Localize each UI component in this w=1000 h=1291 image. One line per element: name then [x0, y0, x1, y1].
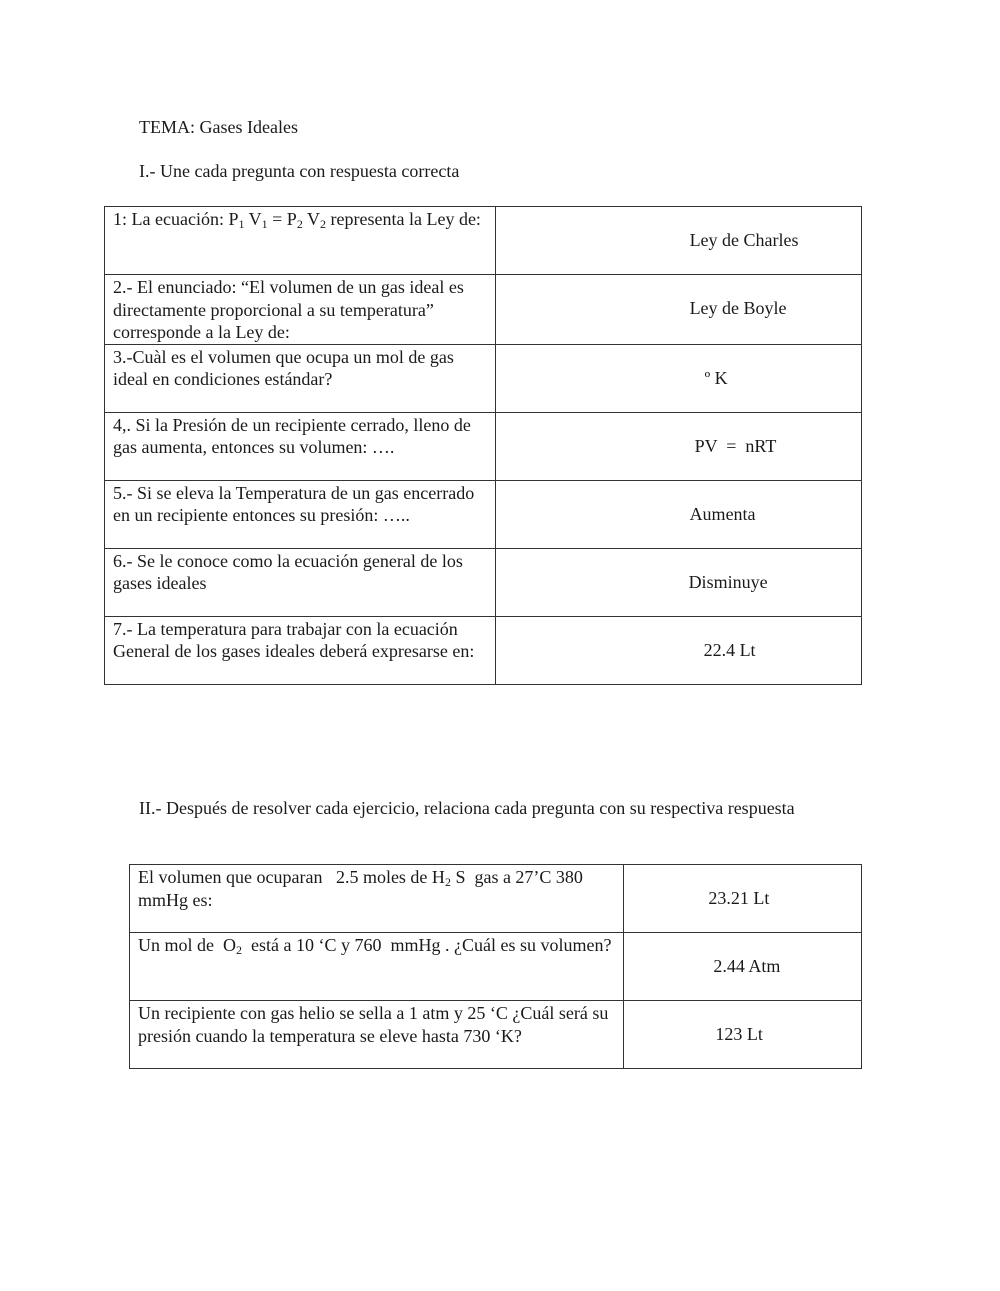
- answer-cell[interactable]: [624, 1001, 862, 1069]
- question-cell: [105, 275, 496, 345]
- answer-option[interactable]: Ley de Charles: [689, 230, 799, 250]
- answer-cell[interactable]: [624, 933, 862, 1001]
- answer-option[interactable]: º K: [704, 367, 728, 388]
- answer-cell[interactable]: [495, 275, 861, 345]
- exercise-3: Un recipiente con gas helio se sella a 1 atm y 25 ‘C ¿Cuál será su presión cuando la temperatura se eleve hasta 730 ‘K?: [138, 1003, 609, 1046]
- answer-cell[interactable]: [495, 548, 861, 616]
- table-row: [105, 548, 862, 616]
- table-row: [105, 344, 862, 412]
- question-cell: [130, 933, 624, 1001]
- question-cell: [105, 207, 496, 275]
- matching-table-2: [129, 864, 862, 1069]
- exercise-1: El volumen que ocuparan 2.5 moles de $H_2$ S gas a 27’C 380 mmHg es:: [138, 867, 588, 910]
- table-row: [105, 275, 862, 345]
- question-cell: [130, 1001, 624, 1069]
- section1-instruction: I.- Une cada pregunta con respuesta correcta: [139, 161, 460, 181]
- answer-cell[interactable]: [495, 412, 861, 480]
- question-3: 3.-Cuàl es el volumen que ocupa un mol de gas ideal en condiciones estándar?: [113, 346, 454, 389]
- answer-cell[interactable]: [495, 480, 861, 548]
- answer-cell[interactable]: [495, 207, 861, 275]
- answer-option[interactable]: 23.21 Lt: [708, 888, 770, 908]
- answer-cell[interactable]: [495, 616, 861, 684]
- answer-option[interactable]: 123 Lt: [715, 1024, 763, 1044]
- table-row: [105, 207, 862, 275]
- answer-option[interactable]: 22.4 Lt: [703, 639, 756, 660]
- table-row: [130, 1001, 862, 1069]
- question-5: 5.- Si se eleva la Temperatura de un gas encerrado en un recipiente entonces su presión: …..: [113, 482, 475, 525]
- question-cell: [130, 865, 624, 933]
- answer-cell[interactable]: [624, 865, 862, 933]
- answer-option[interactable]: Aumenta: [689, 503, 756, 524]
- table-row: [105, 616, 862, 684]
- answer-option[interactable]: Ley de Boyle: [689, 298, 787, 318]
- question-1: 1: La ecuación: $P_1$ $V_1 = P_2$ $V_2$ representa la Ley de:: [113, 209, 481, 231]
- matching-table-1: [104, 206, 862, 685]
- question-6: 6.- Se le conoce como la ecuación general de los gases ideales: [113, 550, 463, 593]
- exercise-2: Un mol de $O_2$ está a 10 ‘C y 760 mmHg . ¿Cuál es su volumen?: [138, 935, 612, 957]
- table-row: [105, 480, 862, 548]
- table-row: [130, 865, 862, 933]
- answer-option[interactable]: 2.44 Atm: [713, 956, 781, 976]
- section2-instruction: II.- Después de resolver cada ejercicio, relaciona cada pregunta con su respectiva respuesta: [139, 798, 795, 818]
- question-cell: [105, 344, 496, 412]
- answer-option[interactable]: PV = nRT: [694, 435, 777, 456]
- question-4: 4,. Si la Presión de un recipiente cerrado, lleno de gas aumenta, entonces su volumen: ….: [113, 414, 471, 457]
- page-title: TEMA: Gases Ideales: [139, 117, 298, 137]
- table-row: [105, 412, 862, 480]
- question-cell: [105, 412, 496, 480]
- question-2: 2.- El enunciado: “El volumen de un gas ideal es directamente proporcional a su temperatura” corresponde a la Ley de:: [113, 277, 464, 342]
- answer-option[interactable]: Disminuye: [688, 571, 768, 592]
- answer-cell[interactable]: [495, 344, 861, 412]
- question-cell: [105, 616, 496, 684]
- question-7: 7.- La temperatura para trabajar con la ecuación General de los gases ideales deberá expresarse en:: [113, 618, 475, 661]
- question-cell: [105, 480, 496, 548]
- question-cell: [105, 548, 496, 616]
- table-row: [130, 933, 862, 1001]
